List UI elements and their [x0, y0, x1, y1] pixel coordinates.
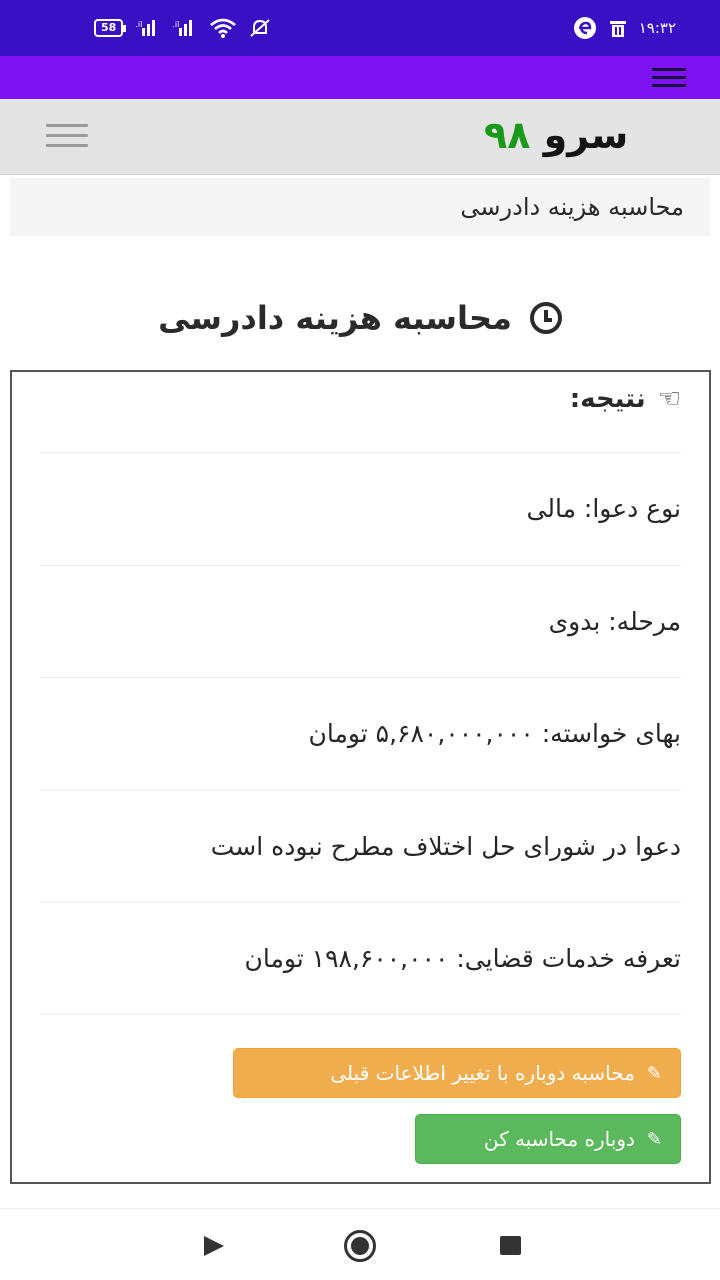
logo-word: سرو [543, 113, 629, 157]
result-heading [570, 384, 681, 414]
status-bar [0, 0, 720, 56]
status-left [94, 18, 271, 38]
back-icon[interactable] [204, 1236, 224, 1256]
result-row-claim-type: نوع دعوا: مالی [40, 452, 681, 565]
result-row-council: دعوا در شورای حل اختلاف مطرح نبوده است [40, 790, 681, 903]
breadcrumb: محاسبه هزینه دادرسی [10, 178, 710, 236]
edge-icon [573, 16, 597, 40]
site-header [0, 99, 720, 175]
result-panel [10, 370, 711, 1184]
clock-icon [530, 302, 562, 334]
home-icon[interactable] [344, 1230, 376, 1262]
status-right [573, 16, 676, 40]
wifi-icon [209, 18, 237, 38]
site-menu-icon[interactable] [46, 124, 88, 154]
clock-time: ۱۹:۳۲ [638, 19, 676, 37]
result-heading-text: نتیجه: [569, 384, 646, 414]
trash-icon [609, 18, 627, 38]
recalc-with-changes-button[interactable] [233, 1048, 681, 1098]
logo-number: ۹۸ [484, 113, 531, 157]
signal-icon: .il [172, 20, 197, 36]
page-title [0, 292, 720, 344]
recalc-button[interactable] [415, 1114, 681, 1164]
recalc-with-changes-label: محاسبه دوباره با تغییر اطلاعات قبلی [330, 1061, 635, 1085]
top-bar [0, 56, 720, 99]
top-menu-icon[interactable] [652, 68, 686, 92]
recalc-label: دوباره محاسبه کن [483, 1127, 635, 1151]
battery-icon: 58 [94, 19, 123, 37]
result-row-claim-value: بهای خواسته: ۵,۶۸۰,۰۰۰,۰۰۰ تومان [40, 677, 681, 790]
signal-icon: .il [135, 20, 160, 36]
recents-icon[interactable] [500, 1236, 521, 1255]
hand-point-icon: ☜ [657, 384, 681, 414]
system-nav-bar [0, 1208, 720, 1280]
result-rows [40, 452, 681, 1015]
result-row-fee: تعرفه خدمات قضایی: ۱۹۸,۶۰۰,۰۰۰ تومان [40, 902, 681, 1015]
bell-muted-icon [249, 18, 271, 38]
pencil-icon: ✎ [646, 1128, 662, 1150]
page-title-text: محاسبه هزینه دادرسی [158, 299, 512, 337]
site-logo[interactable] [484, 113, 628, 157]
pencil-icon: ✎ [646, 1062, 662, 1084]
result-row-stage: مرحله: بدوی [40, 565, 681, 678]
